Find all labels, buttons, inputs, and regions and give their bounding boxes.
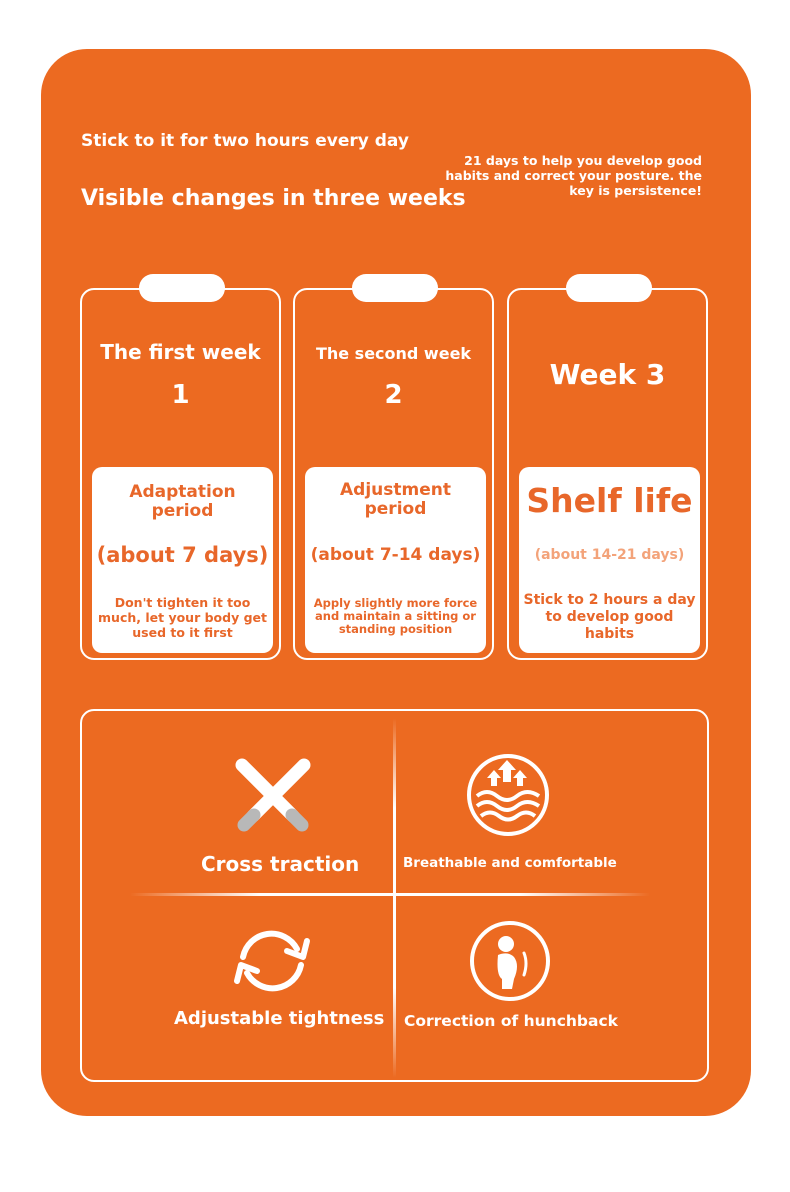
card-tab [139, 274, 225, 302]
week-number: 2 [384, 380, 403, 410]
posture-figure-icon [468, 919, 552, 1003]
period-label: Adaptation period [129, 482, 236, 521]
period-duration: (about 7 days) [96, 543, 269, 567]
header-title: Visible changes in three weeks [81, 186, 466, 211]
period-tip: Apply slightly more force and maintain a sitting or standing position [313, 596, 478, 636]
header-subtitle: Stick to it for two hours every day [81, 131, 409, 151]
card-tab [566, 274, 652, 302]
week-label: The first week [100, 340, 261, 364]
week-label: The second week [315, 344, 472, 363]
period-label: Shelf life [526, 481, 693, 520]
feature-label-cross-traction: Cross traction [201, 852, 360, 876]
breathable-waves-icon [465, 752, 551, 838]
period-tip: Stick to 2 hours a day to develop good habits [523, 592, 696, 642]
grid-divider-vertical [393, 718, 396, 1078]
circular-arrows-icon [229, 923, 315, 999]
card-tab [352, 274, 438, 302]
week-card-2 [293, 288, 494, 660]
feature-label-breathable: Breathable and comfortable [403, 855, 617, 871]
period-duration: (about 7-14 days) [310, 545, 481, 565]
period-label: Adjustment period [340, 480, 451, 519]
week-number: 1 [171, 380, 190, 410]
week-detail-card [519, 467, 700, 653]
cross-straps-icon [234, 757, 312, 835]
week-label: Week 3 [549, 358, 666, 391]
week-card-3 [507, 288, 708, 660]
feature-label-adjustable: Adjustable tightness [174, 1008, 385, 1029]
header-note: 21 days to help you develop good habits and correct your posture. the key is persistence! [445, 153, 702, 198]
week-card-1 [80, 288, 281, 660]
feature-label-hunchback: Correction of hunchback [404, 1012, 618, 1030]
week-detail-card [305, 467, 486, 653]
grid-divider-horizontal [130, 893, 650, 896]
period-duration: (about 14-21 days) [534, 547, 685, 563]
period-tip: Don't tighten it too much, let your body get used to it first [98, 595, 267, 640]
week-detail-card [92, 467, 273, 653]
